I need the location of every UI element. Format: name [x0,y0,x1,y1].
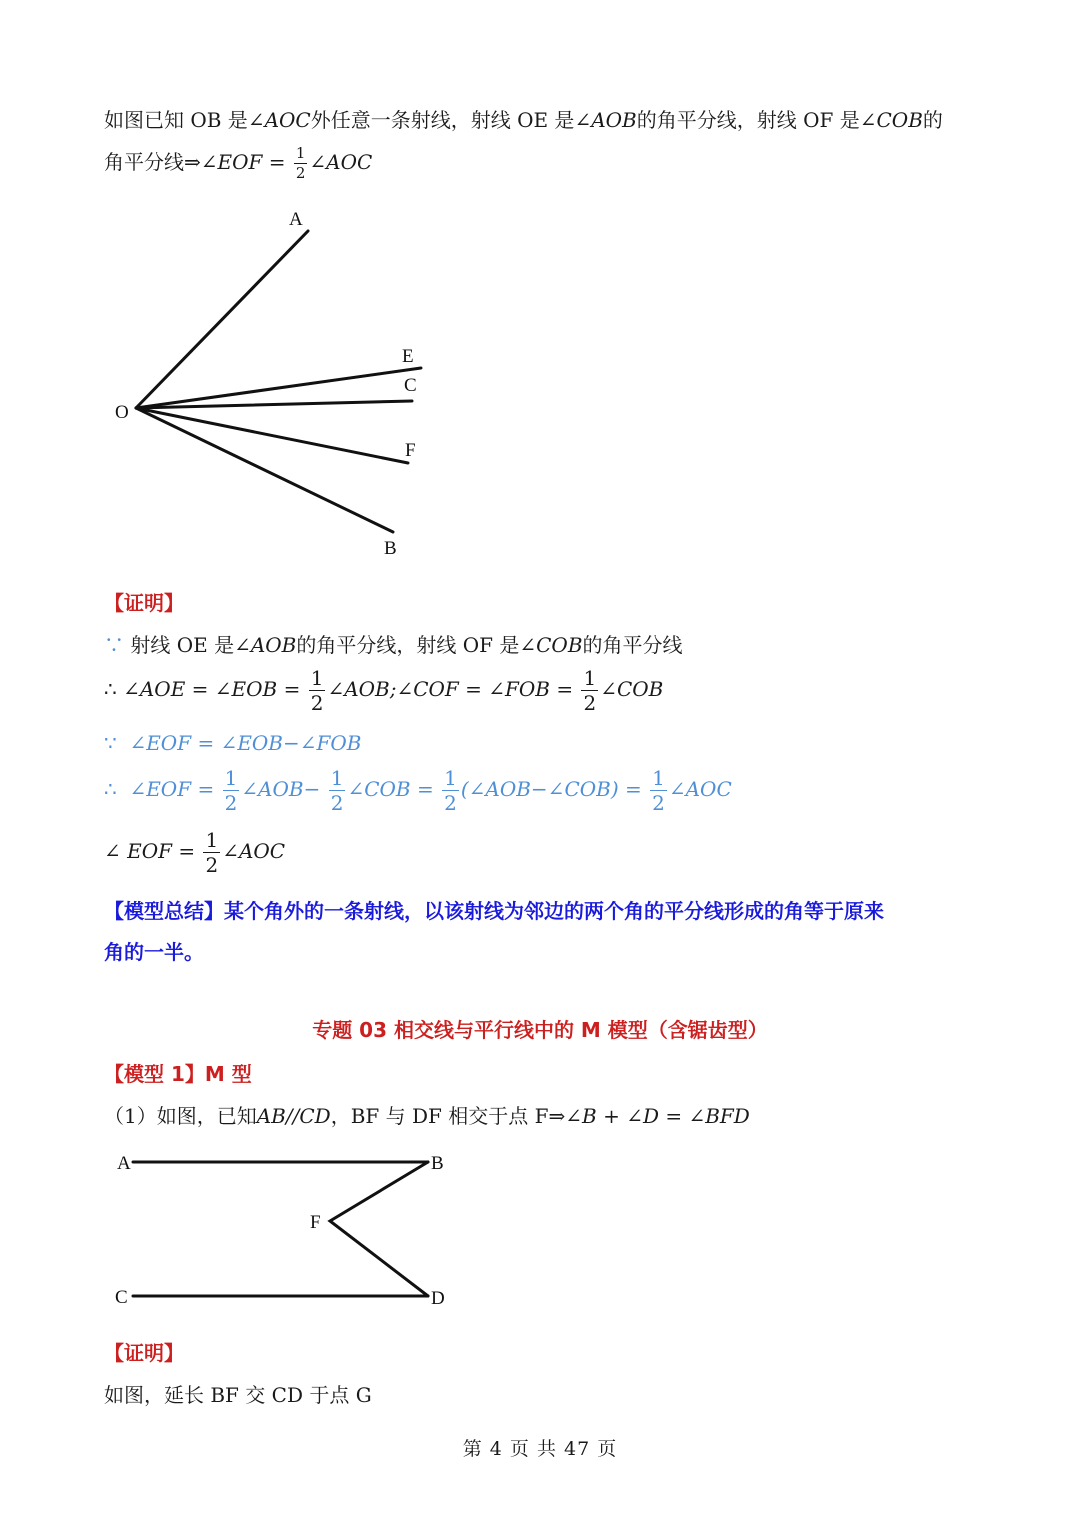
angle-aob: ∠AOB [234,633,297,657]
intro-line-2 [104,146,372,181]
equation-part: ∠EOF = [129,777,215,801]
label-d: D [431,1288,445,1309]
proof-text: 的角平分线 [582,633,683,657]
ray-of [136,408,408,463]
equation-part: ∠AOC [668,777,732,801]
label-c: C [115,1287,128,1308]
proof-line-2 [104,668,663,713]
topic-title: 专题 03 相交线与平行线中的 M 模型（含锯齿型） [312,1018,768,1042]
summary-text: 角的一半。 [104,940,204,964]
label-a: A [289,209,303,230]
label-b: B [384,538,397,559]
angle-equation: ∠B + ∠D = ∠BFD [565,1104,750,1128]
proof-line-4 [104,768,732,813]
angle-cob: ∠COB [519,633,583,657]
proof-heading: 【证明】 [104,591,184,615]
angle-aoc: ∠AOC [309,150,373,174]
intro-text: 的 [922,108,943,132]
proof-2-line-1: 如图，延长 BF 交 CD 于点 G [104,1383,372,1407]
label-a: A [117,1153,131,1174]
fraction-half: $\frac{1}{2}$ [330,766,344,815]
equation-part: ∠AOC [222,839,286,863]
fraction-half: $\frac{1}{2}$ [652,766,665,815]
equation-part: ∠AOB;∠COF = ∠FOB = [327,677,574,701]
angle-cob: ∠COB [859,108,923,132]
therefore-symbol: ∴ [104,677,117,701]
equation-part: ∠COB = [347,777,434,801]
model-label: 【模型 1】M 型 [104,1062,252,1086]
proof-line-1 [104,629,683,658]
equation-part: ∠AOE = ∠EOB = [123,677,301,701]
equation-part: ∠COB [600,677,664,701]
proof-text: 射线 OE 是 [124,633,235,657]
fraction-half: $\frac{1}{2}$ [224,766,238,815]
intro-text: 的角平分线，射线 OF 是 [636,108,860,132]
angle-eof: ∠EOF = [200,150,286,174]
item-text: ，BF 与 DF 相交于点 F⇒ [330,1104,566,1128]
therefore-symbol: ∴ [104,777,117,801]
angle-aob: ∠AOB [574,108,637,132]
label-e: E [402,346,414,367]
item-1-statement [104,1100,750,1129]
proof-line-3 [104,731,362,755]
label-f: F [405,440,416,461]
proof-heading-2: 【证明】 [104,1341,184,1365]
label-c: C [404,375,417,396]
equation-part: ∠EOF = ∠EOB−∠FOB [129,731,362,755]
fraction-half: $\frac{1}{2}$ [310,666,324,715]
summary-text: 【模型总结】某个角外的一条射线，以该射线为邻边的两个角的平分线形成的角等于原来 [104,899,884,923]
model-1-heading [104,1058,252,1087]
model-summary-line-2 [104,936,204,965]
proof-text: 的角平分线，射线 OF 是 [296,633,520,657]
intro-text: 角平分线⇒ [104,150,201,174]
equation-part: ∠AOB− [241,777,321,801]
polyline-bfd [330,1162,428,1296]
fraction-half: $\frac{1}{2}$ [205,828,219,877]
fraction-half: $\frac{1}{2}$ [444,766,457,815]
intro-text: 外任意一条射线，射线 OE 是 [310,108,575,132]
intro-text: 如图已知 OB 是 [104,108,248,132]
label-f: F [310,1212,321,1233]
equation-part: ∠ EOF = [104,839,196,863]
equation-part: (∠AOB−∠COB) = [460,777,642,801]
angle-bisector-figure [100,200,460,570]
because-symbol: ∵ [104,731,117,755]
intro-line-1 [104,104,943,133]
model-summary-line-1 [104,895,884,924]
item-text: （1）如图，已知 [104,1104,257,1128]
parallel-relation: AB//CD [256,1104,331,1128]
ray-oa [136,231,308,408]
ray-ob [136,408,393,532]
because-symbol: ∵ [104,633,124,657]
fraction-half: $\frac{1}{2}$ [295,144,306,182]
fraction-half: $\frac{1}{2}$ [583,666,597,715]
m-model-figure [100,1140,470,1320]
label-o: O [115,402,129,423]
label-b: B [431,1153,444,1174]
proof-line-5 [104,830,285,875]
angle-aoc: ∠AOC [247,108,311,132]
page-footer: 第 4 页 共 47 页 [462,1438,618,1460]
